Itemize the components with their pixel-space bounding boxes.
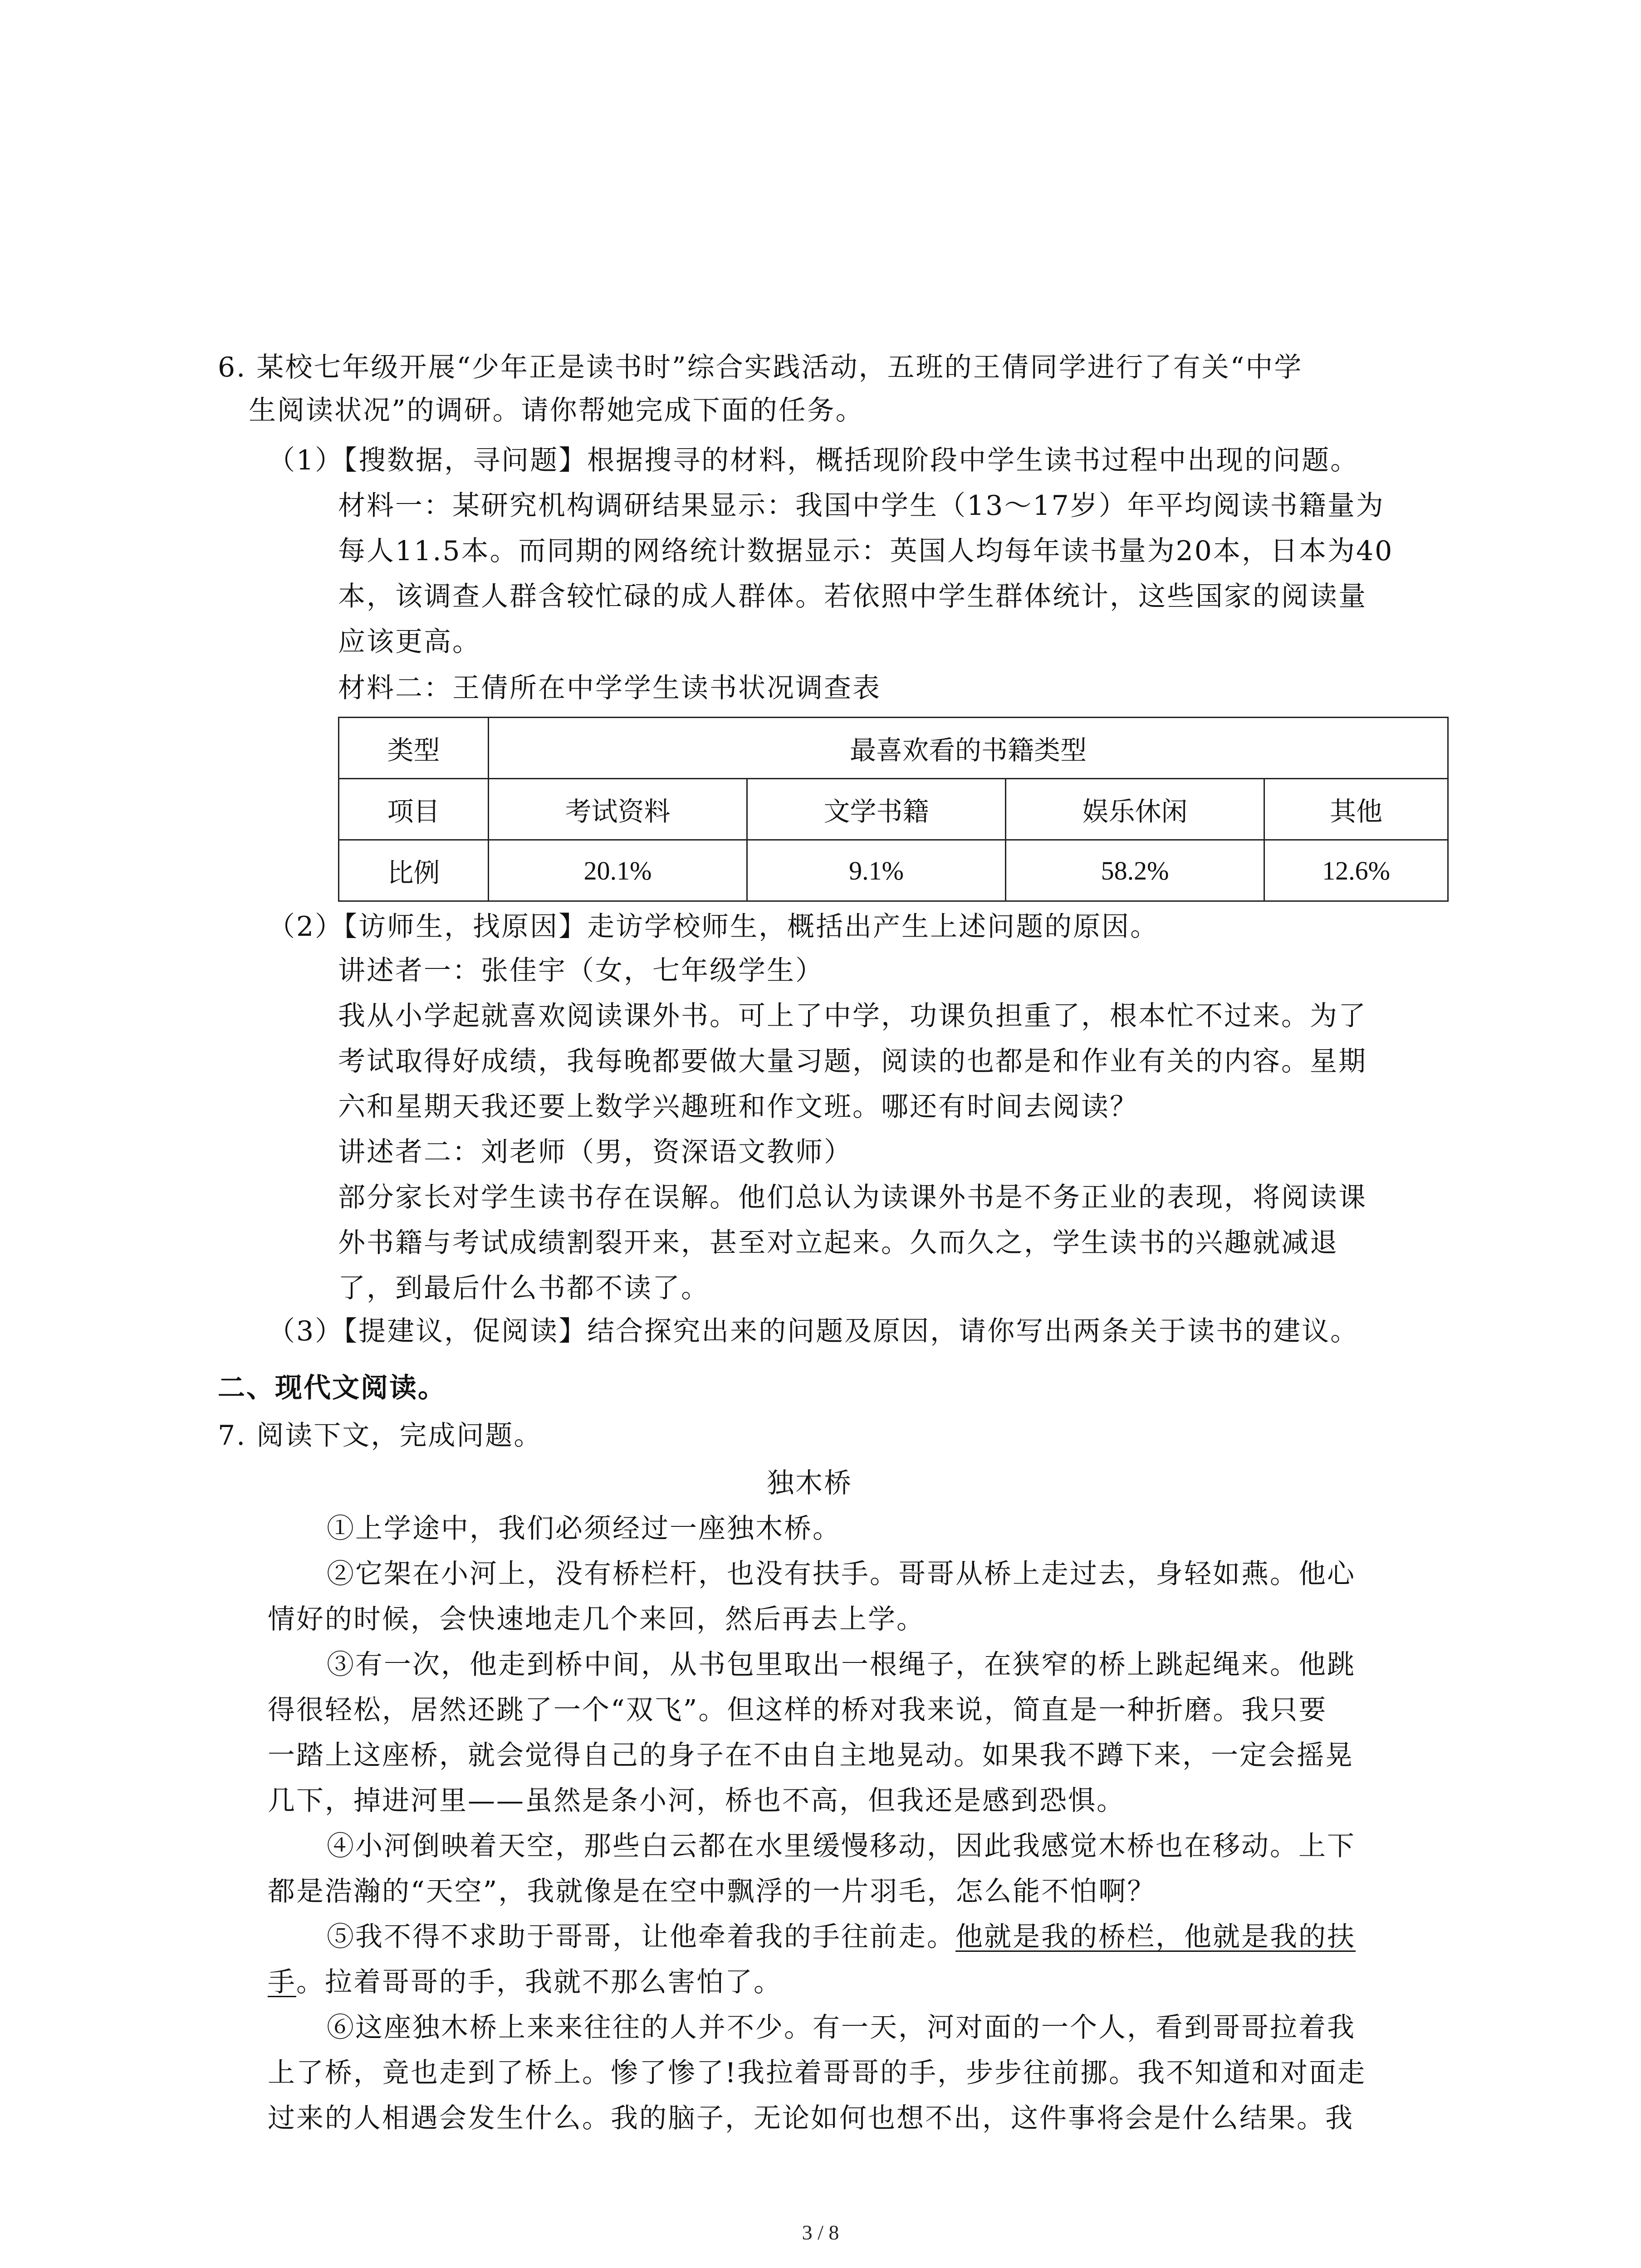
table-cell-value: 12.6%	[1264, 840, 1448, 901]
speaker-1-title: 讲述者一：张佳宇（女，七年级学生）	[338, 955, 824, 987]
table-header-ratio: 比例	[339, 840, 489, 901]
table-header-item: 项目	[339, 779, 489, 840]
table-row	[339, 779, 1448, 840]
material-1-line-3: 本，该调查人群含较忙碌的成人群体。若依照中学生群体统计，这些国家的阅读量	[338, 581, 1367, 612]
paragraph-5-text: ⑤我不得不求助于哥哥，让他牵着我的手往前走。	[327, 1921, 955, 1953]
underlined-sentence: 他就是我的桥栏，他就是我的扶	[955, 1921, 1356, 1953]
table-header-type: 类型	[339, 718, 489, 779]
q6-stem-line-1: 6. 某校七年级开展“少年正是读书时”综合实践活动，五班的王倩同学进行了有关“中学	[218, 352, 1303, 383]
speaker-2-line-2: 外书籍与考试成绩割裂开来，甚至对立起来。久而久之，学生读书的兴趣就减退	[338, 1227, 1338, 1259]
q6-subquestion-3: （3）【提建议，促阅读】结合探究出来的问题及原因，请你写出两条关于读书的建议。	[268, 1315, 1359, 1347]
paragraph-6-line-2: 上了桥，竟也走到了桥上。惨了惨了!我拉着哥哥的手，步步往前挪。我不知道和对面走	[268, 2057, 1367, 2089]
material-1-line-4: 应该更高。	[338, 626, 481, 658]
paragraph-4-line-1: ④小河倒映着天空，那些白云都在水里缓慢移动，因此我感觉木桥也在移动。上下	[327, 1830, 1356, 1862]
paragraph-3-line-2: 得很轻松，居然还跳了一个“双飞”。但这样的桥对我来说，简直是一种折磨。我只要	[268, 1694, 1327, 1726]
speaker-2-title: 讲述者二：刘老师（男，资深语文教师）	[338, 1136, 852, 1168]
paragraph-4-line-2: 都是浩瀚的“天空”，我就像是在空中飘浮的一片羽毛，怎么能不怕啊？	[268, 1876, 1156, 1907]
speaker-1-line-1: 我从小学起就喜欢阅读课外书。可上了中学，功课负担重了，根本忙不过来。为了	[338, 1000, 1367, 1032]
table-cell-category: 其他	[1264, 779, 1448, 840]
q6-subquestion-1: （1）【搜数据，寻问题】根据搜寻的材料，概括现阶段中学生读书过程中出现的问题。	[268, 445, 1359, 476]
article-title: 独木桥	[767, 1467, 852, 1499]
speaker-2-line-1: 部分家长对学生读书存在误解。他们总认为读课外书是不务正业的表现，将阅读课	[338, 1182, 1367, 1213]
page-number: 3 / 8	[802, 2221, 839, 2244]
table-row	[339, 840, 1448, 901]
material-1-line-2: 每人11.5本。而同期的网络统计数据显示：英国人均每年读书量为20本，日本为40	[338, 535, 1394, 567]
paragraph-5-text-end: 。拉着哥哥的手，我就不那么害怕了。	[296, 1966, 782, 1998]
paragraph-5-line-2	[268, 1964, 782, 2000]
paragraph-3-line-3: 一踏上这座桥，就会觉得自己的身子在不由自主地晃动。如果我不蹲下来，一定会摇晃	[268, 1740, 1354, 1771]
paragraph-1: ①上学途中，我们必须经过一座独木桥。	[327, 1513, 841, 1545]
table-cell-category: 文学书籍	[747, 779, 1006, 840]
paragraph-2-line-2: 情好的时候，会快速地走几个来回，然后再去上学。	[268, 1603, 925, 1635]
table-cell-value: 58.2%	[1006, 840, 1264, 901]
material-1-line-1: 材料一：某研究机构调研结果显示：我国中学生（13～17岁）年平均阅读书籍量为	[338, 490, 1385, 522]
table-row	[339, 718, 1448, 779]
paragraph-2-line-1: ②它架在小河上，没有桥栏杆，也没有扶手。哥哥从桥上走过去，身轻如燕。他心	[327, 1558, 1356, 1590]
material-2-title: 材料二：王倩所在中学学生读书状况调查表	[338, 672, 881, 704]
paragraph-3-line-1: ③有一次，他走到桥中间，从书包里取出一根绳子，在狭窄的桥上跳起绳来。他跳	[327, 1649, 1356, 1681]
table-cell-category: 娱乐休闲	[1006, 779, 1264, 840]
q6-subquestion-2: （2）【访师生，找原因】走访学校师生，概括出产生上述问题的原因。	[268, 911, 1159, 943]
table-cell-value: 20.1%	[489, 840, 747, 901]
table-cell-category: 考试资料	[489, 779, 747, 840]
speaker-1-line-2: 考试取得好成绩，我每晚都要做大量习题，阅读的也都是和作业有关的内容。星期	[338, 1046, 1367, 1077]
q6-stem-line-2: 生阅读状况”的调研。请你帮她完成下面的任务。	[249, 395, 864, 426]
section-heading: 二、现代文阅读。	[218, 1372, 446, 1404]
paragraph-6-line-3: 过来的人相遇会发生什么。我的脑子，无论如何也想不出，这件事将会是什么结果。我	[268, 2102, 1354, 2134]
paragraph-5-line-1	[327, 1919, 1356, 1955]
underlined-sentence-end: 手	[268, 1966, 296, 1998]
speaker-2-line-3: 了，到最后什么书都不读了。	[338, 1272, 710, 1304]
paragraph-6-line-1: ⑥这座独木桥上来来往往的人并不少。有一天，河对面的一个人，看到哥哥拉着我	[327, 2012, 1356, 2043]
paragraph-3-line-4: 几下，掉进河里——虽然是条小河，桥也不高，但我还是感到恐惧。	[268, 1785, 1125, 1817]
speaker-1-line-3: 六和星期天我还要上数学兴趣班和作文班。哪还有时间去阅读？	[338, 1091, 1138, 1123]
reading-survey-table	[338, 717, 1449, 902]
q7-stem: 7. 阅读下文，完成问题。	[218, 1420, 543, 1452]
table-header-favorite: 最喜欢看的书籍类型	[489, 718, 1448, 779]
table-cell-value: 9.1%	[747, 840, 1006, 901]
